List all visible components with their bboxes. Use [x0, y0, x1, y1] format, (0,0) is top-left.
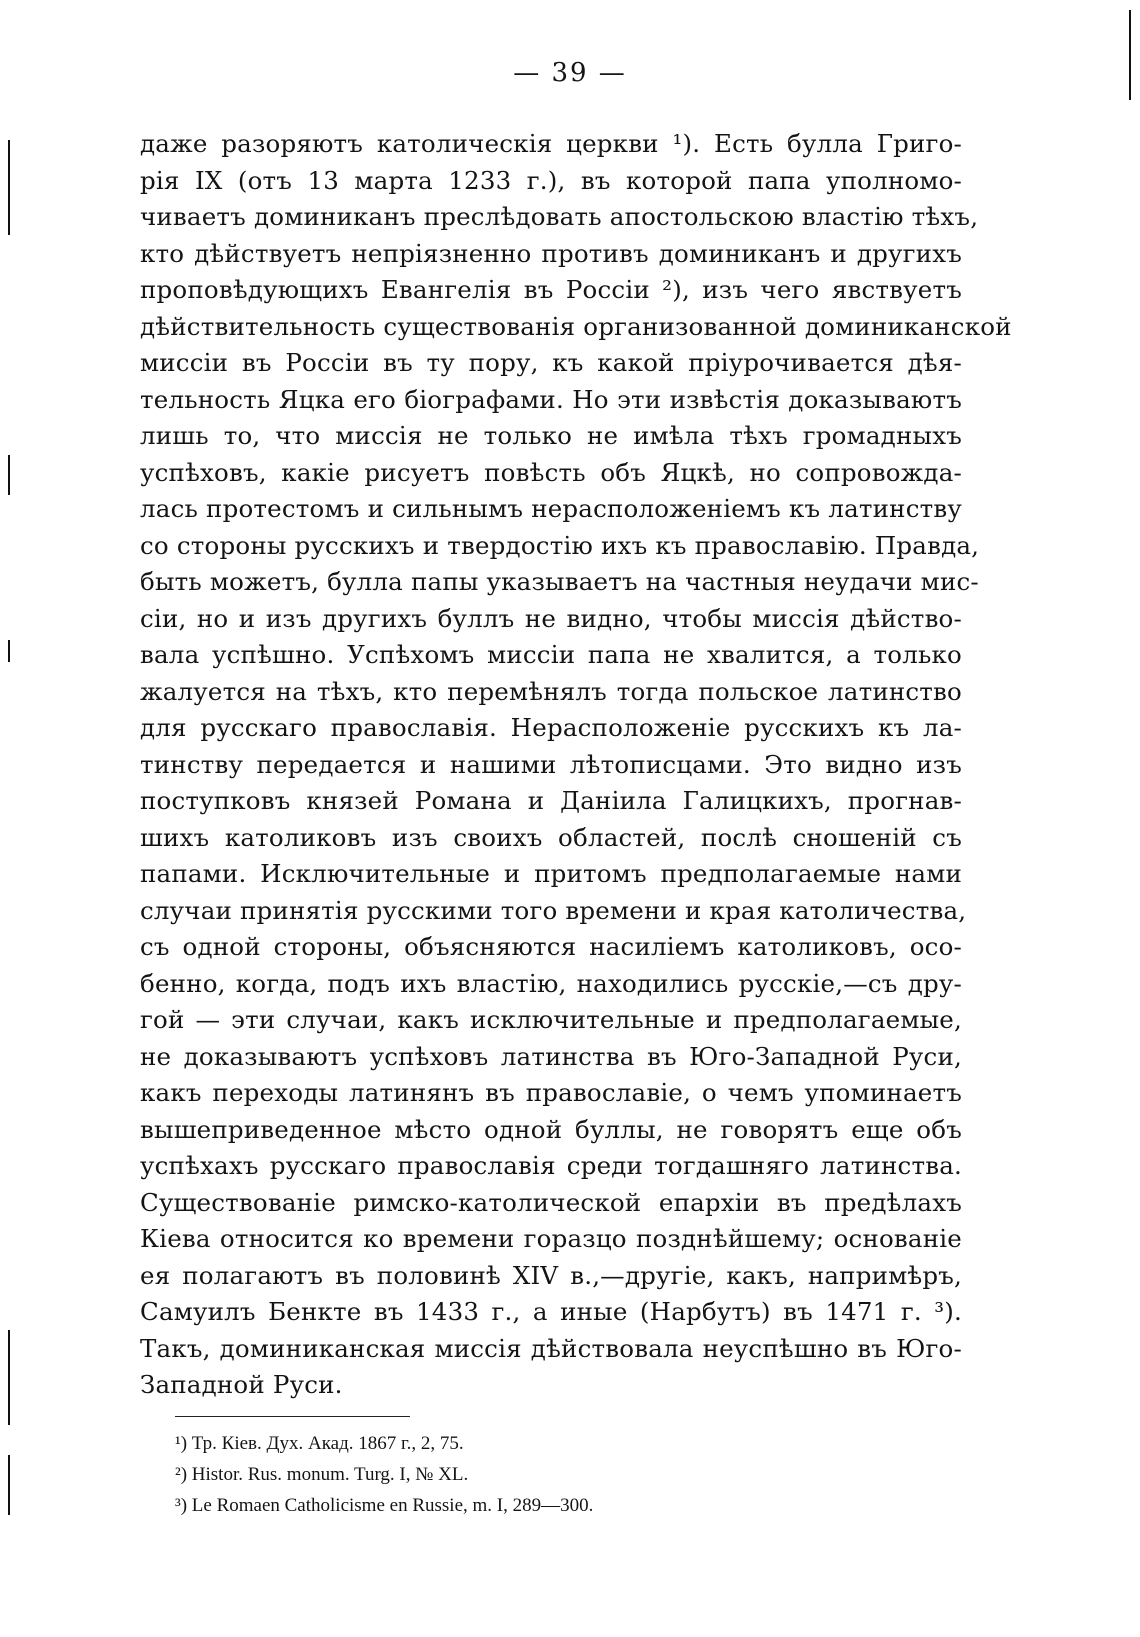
text-line: Западной Руси. — [140, 1370, 343, 1399]
text-line: случаи принятія русскими того времени и края католичества, — [140, 895, 967, 925]
text-line: для русскаго православія. Нерасположеніе русскихъ къ ла- — [140, 713, 962, 742]
text-line: рія IX (отъ 13 марта 1233 г.), въ которой папа уполномо- — [140, 165, 962, 195]
footnote-divider — [175, 1416, 410, 1417]
text-line: лишь то, что миссія не только не имѣла тѣхъ громадныхъ — [140, 421, 962, 450]
text-line: кто дѣйствуетъ непріязненно противъ доминиканъ и другихъ — [140, 238, 962, 268]
scan-edge-mark — [8, 1455, 10, 1515]
text-line: ея полагаютъ въ половинѣ XIV в.,—другіе, какъ, напримѣръ, — [140, 1260, 962, 1290]
scan-edge-mark — [8, 455, 10, 495]
text-line: Кіева относится ко времени горазцо позднѣйшему; основаніе — [140, 1224, 962, 1253]
scan-edge-mark — [8, 1330, 10, 1425]
text-line: Существованіе римско-католической епархіи въ предѣлахъ — [140, 1187, 962, 1217]
text-line: миссіи въ Россіи въ ту пору, къ какой пріурочивается дѣя- — [140, 348, 962, 377]
text-line: вышеприведенное мѣсто одной буллы, не говорятъ еще объ — [140, 1114, 962, 1144]
text-line: сіи, но и изъ другихъ буллъ не видно, чтобы миссія дѣйство- — [140, 603, 962, 633]
text-line: съ одной стороны, объясняются насиліемъ католиковъ, осо- — [140, 932, 962, 961]
text-line: шихъ католиковъ изъ своихъ областей, послѣ сношеній съ — [140, 822, 962, 852]
text-line: быть можетъ, булла папы указываетъ на частныя неудачи мис- — [140, 567, 979, 596]
footnotes — [175, 1428, 875, 1521]
text-line: со стороны русскихъ и твердостію ихъ къ православію. Правда, — [140, 530, 980, 560]
text-line: чиваетъ доминиканъ преслѣдовать апостольскою властію тѣхъ, — [140, 202, 979, 231]
text-line: тинству передается и нашими лѣтописцами. Это видно изъ — [140, 749, 962, 779]
text-line: даже разоряютъ католическія церкви ¹). Есть булла Григо- — [140, 129, 962, 158]
footnote: ³) Le Romaen Catholicisme en Russie, m. I, 289—300. — [175, 1495, 594, 1516]
text-line: проповѣдующихъ Евангелія въ Россіи ²), изъ чего явствуетъ — [140, 275, 962, 304]
text-line: успѣхахъ русскаго православія среди тогдашняго латинства. — [140, 1151, 962, 1180]
footnote: ¹) Тр. Кіев. Дух. Акад. 1867 г., 2, 75. — [175, 1433, 464, 1454]
page-number: — 39 — — [513, 58, 627, 88]
text-line: дѣйствительность существованія организованной доминиканской — [140, 311, 1012, 341]
body-text — [140, 126, 1012, 1404]
footnote: ²) Histor. Rus. monum. Turg. I, № XL. — [175, 1464, 469, 1485]
scan-edge-mark — [8, 640, 10, 662]
text-line: жалуется на тѣхъ, кто перемѣнялъ тогда польское латинство — [140, 676, 962, 706]
text-line: Самуилъ Бенкте въ 1433 г., а иные (Нарбутъ) въ 1471 г. ³). — [140, 1297, 962, 1326]
text-line: папами. Исключительные и притомъ предполагаемые нами — [140, 859, 962, 888]
text-line: поступковъ князей Романа и Даніила Галицкихъ, прогнав- — [140, 786, 962, 815]
text-line: успѣховъ, какіе рисуетъ повѣсть объ Яцкѣ, но сопровожда- — [140, 457, 962, 487]
text-line: бенно, когда, подъ ихъ властію, находились русскіе,—съ дру- — [140, 968, 962, 998]
text-line: гой — эти случаи, какъ исключительные и предполагаемые, — [140, 1005, 962, 1034]
text-line: тельность Яцка его біографами. Но эти извѣстія доказываютъ — [140, 384, 962, 414]
text-line: Такъ, доминиканская миссія дѣйствовала неуспѣшно въ Юго- — [140, 1333, 962, 1363]
text-line: вала успѣшно. Успѣхомъ миссіи папа не хвалится, а только — [140, 640, 962, 669]
scan-edge-mark — [8, 140, 10, 235]
text-line: не доказываютъ успѣховъ латинства въ Юго-Западной Руси, — [140, 1041, 962, 1071]
text-line: какъ переходы латинянъ въ православіе, о чемъ упоминаетъ — [140, 1078, 962, 1107]
text-line: лась протестомъ и сильнымъ нерасположеніемъ къ латинству — [140, 494, 962, 523]
